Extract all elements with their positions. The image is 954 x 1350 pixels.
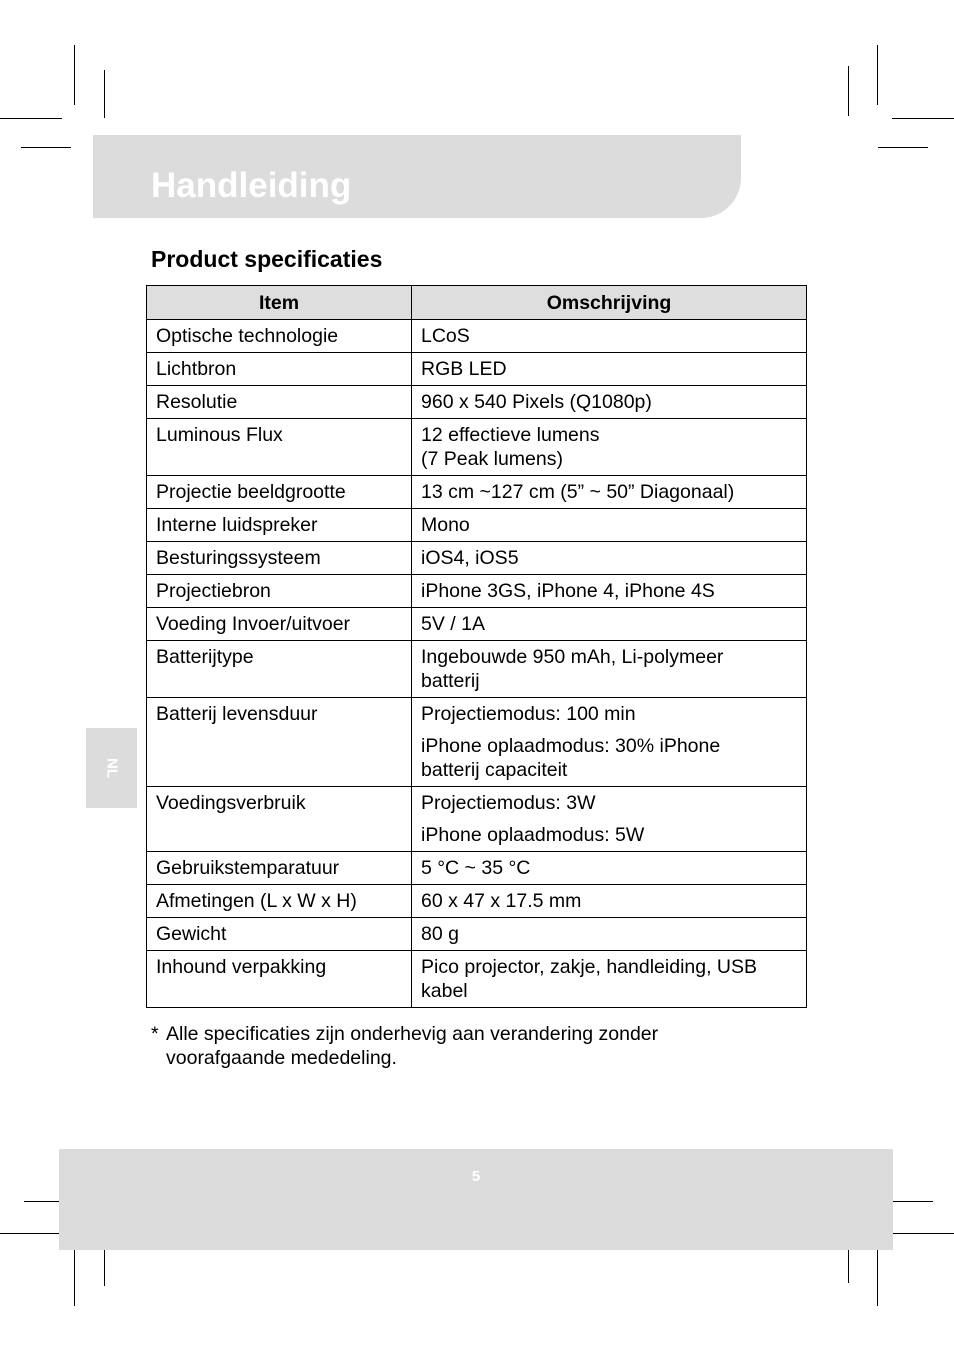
spec-item-cell: Gewicht (147, 918, 412, 951)
crop-mark (877, 45, 878, 105)
spec-description-cell (412, 320, 807, 353)
spec-description-line: batterij capaciteit (421, 759, 568, 781)
column-header-item: Item (147, 286, 412, 320)
table-header-row (147, 286, 807, 320)
spec-description-cell (412, 353, 807, 386)
crop-mark (892, 118, 954, 119)
spec-description-cell (412, 509, 807, 542)
spec-description-cell (412, 918, 807, 951)
crop-mark (848, 66, 849, 116)
spec-item-cell: Voeding Invoer/uitvoer (147, 608, 412, 641)
spec-description-line: 80 g (421, 923, 459, 945)
spec-item-cell: Besturingssysteem (147, 542, 412, 575)
spec-description-cell (412, 386, 807, 419)
table-row (147, 641, 807, 698)
spec-description-line: Ingebouwde 950 mAh, Li-polymeer (421, 646, 724, 668)
spec-item-cell: Lichtbron (147, 353, 412, 386)
footnote-marker: * (151, 1023, 159, 1045)
page-title: Handleiding (151, 166, 352, 205)
crop-mark (0, 118, 62, 119)
spec-description-line: RGB LED (421, 358, 507, 380)
footnote-line: voorafgaande mededeling. (166, 1047, 397, 1069)
column-header-description: Omschrijving (412, 286, 807, 320)
spec-description-line: 5V / 1A (421, 613, 485, 635)
table-row (147, 885, 807, 918)
footer-band (59, 1149, 893, 1250)
spec-description-line: 960 x 540 Pixels (Q1080p) (421, 391, 652, 413)
crop-mark (21, 147, 71, 148)
table-row (147, 608, 807, 641)
spec-description-line: 60 x 47 x 17.5 mm (421, 890, 582, 912)
spec-item-cell: Projectiebron (147, 575, 412, 608)
spec-description-line: 5 °C ~ 35 °C (421, 857, 531, 879)
table-row (147, 476, 807, 509)
table-row (147, 509, 807, 542)
spec-item-cell: Luminous Flux (147, 419, 412, 476)
spec-table (146, 285, 807, 1008)
table-row (147, 419, 807, 476)
page-number: 5 (471, 1168, 481, 1185)
spec-description-cell (412, 476, 807, 509)
spec-item-cell: Batterij levensduur (147, 698, 412, 787)
spec-description-line: kabel (421, 980, 468, 1002)
spec-item-cell: Batterijtype (147, 641, 412, 698)
table-row (147, 353, 807, 386)
spec-description-cell (412, 608, 807, 641)
table-row (147, 320, 807, 353)
spec-description-line: iPhone oplaadmodus: 5W (421, 824, 645, 846)
footnote-line: Alle specificaties zijn onderhevig aan verandering zonder (166, 1023, 659, 1045)
table-row (147, 575, 807, 608)
spec-item-cell: Gebruikstemparatuur (147, 852, 412, 885)
spec-description-cell (412, 542, 807, 575)
footnote (151, 1022, 771, 1070)
header-band (93, 135, 741, 218)
spec-table-body (147, 320, 807, 1008)
spec-description-line: 13 cm ~127 cm (5” ~ 50” Diagonaal) (421, 481, 735, 503)
spec-description-cell (412, 641, 807, 698)
crop-mark (74, 45, 75, 105)
spec-item-cell: Interne luidspreker (147, 509, 412, 542)
spec-description-cell (412, 575, 807, 608)
spec-description-line: LCoS (421, 325, 470, 347)
spec-description-line: iPhone oplaadmodus: 30% iPhone (421, 735, 721, 757)
table-row (147, 698, 807, 787)
spec-description-line: iPhone 3GS, iPhone 4, iPhone 4S (421, 580, 715, 602)
crop-mark (74, 1246, 75, 1306)
table-row (147, 918, 807, 951)
spec-description-line: batterij (421, 670, 480, 692)
spec-description-cell (412, 698, 807, 787)
table-row (147, 852, 807, 885)
spec-description-line: 12 effectieve lumens (421, 424, 600, 446)
spec-description-cell (412, 951, 807, 1008)
table-row (147, 386, 807, 419)
spec-description-cell (412, 852, 807, 885)
spec-item-cell: Inhound verpakking (147, 951, 412, 1008)
spec-description-cell (412, 885, 807, 918)
table-row (147, 787, 807, 852)
table-row (147, 542, 807, 575)
spec-item-cell: Afmetingen (L x W x H) (147, 885, 412, 918)
spec-description-cell (412, 419, 807, 476)
crop-mark (878, 147, 928, 148)
spec-description-line: Projectiemodus: 3W (421, 792, 596, 814)
spec-description-cell (412, 787, 807, 852)
crop-mark (0, 1233, 62, 1234)
language-label: NL (103, 758, 120, 778)
spec-item-cell: Optische technologie (147, 320, 412, 353)
spec-item-cell: Voedingsverbruik (147, 787, 412, 852)
table-row (147, 951, 807, 1008)
crop-mark (892, 1233, 954, 1234)
spec-item-cell: Projectie beeldgrootte (147, 476, 412, 509)
language-tab (86, 728, 137, 808)
spec-description-line: Mono (421, 514, 470, 536)
crop-mark (104, 70, 105, 118)
spec-description-line: iOS4, iOS5 (421, 547, 519, 569)
section-title: Product specificaties (151, 246, 383, 272)
spec-description-line: Projectiemodus: 100 min (421, 703, 636, 725)
spec-description-line: Pico projector, zakje, handleiding, USB (421, 956, 758, 978)
crop-mark (877, 1246, 878, 1306)
spec-item-cell: Resolutie (147, 386, 412, 419)
spec-description-line: (7 Peak lumens) (421, 448, 563, 470)
